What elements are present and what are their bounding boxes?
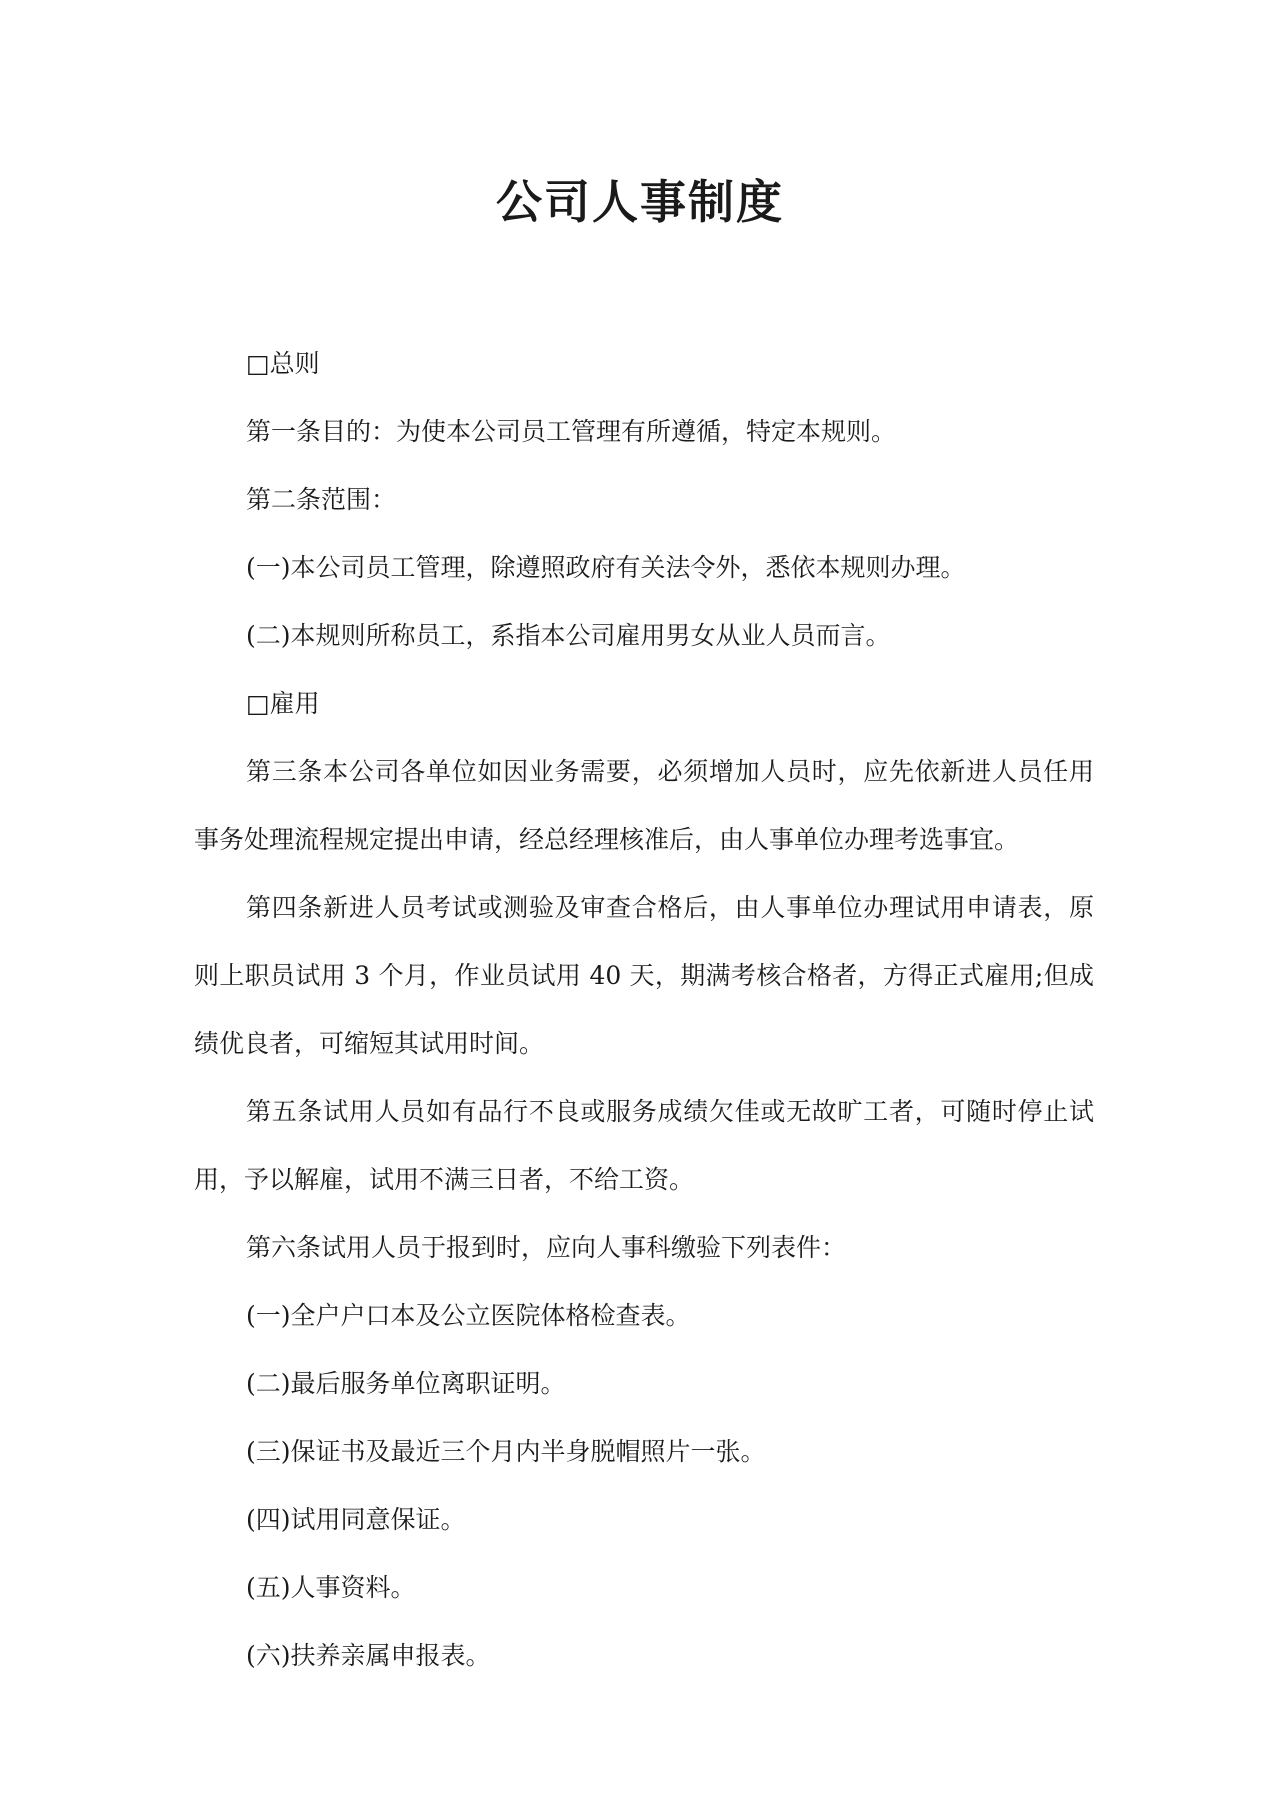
article-6: 第六条试用人员于报到时，应向人事科缴验下列表件： [246,1233,847,1262]
article-6-item-3: (三)保证书及最近三个月内半身脱帽照片一张。 [246,1437,766,1466]
article-2-item-1: (一)本公司员工管理，除遵照政府有关法令外，悉依本规则办理。 [246,553,966,582]
document-title: 公司人事制度 [496,175,784,229]
section-heading-employment: □雇用 [246,689,320,718]
article-4: 第四条新进人员考试或测验及审查合格后，由人事单位办理试用申请表，原则上职员试用 3 个月，作业员试用 40 天，期满考核合格者，方得正式雇用;但成绩优良者，可缩短其试用时间。 [194,893,1094,1058]
article-6-item-4: (四)试用同意保证。 [246,1505,466,1534]
article-6-item-6: (六)扶养亲属申报表。 [246,1641,491,1670]
article-2-scope: 第二条范围： [246,485,397,514]
document-body [194,330,1094,1690]
article-3: 第三条本公司各单位如因业务需要，必须增加人员时，应先依新进人员任用事务处理流程规定提出申请，经总经理核准后，由人事单位办理考选事宜。 [194,757,1094,854]
article-6-item-1: (一)全户户口本及公立医院体格检查表。 [246,1301,691,1330]
article-6-item-5: (五)人事资料。 [246,1573,416,1602]
section-heading-general: □总则 [246,349,320,378]
article-6-item-2: (二)最后服务单位离职证明。 [246,1369,566,1398]
article-2-item-2: (二)本规则所称员工，系指本公司雇用男女从业人员而言。 [246,621,891,650]
article-1-purpose: 第一条目的：为使本公司员工管理有所遵循，特定本规则。 [246,417,897,446]
article-5: 第五条试用人员如有品行不良或服务成绩欠佳或无故旷工者，可随时停止试用，予以解雇，试用不满三日者，不给工资。 [194,1097,1094,1194]
